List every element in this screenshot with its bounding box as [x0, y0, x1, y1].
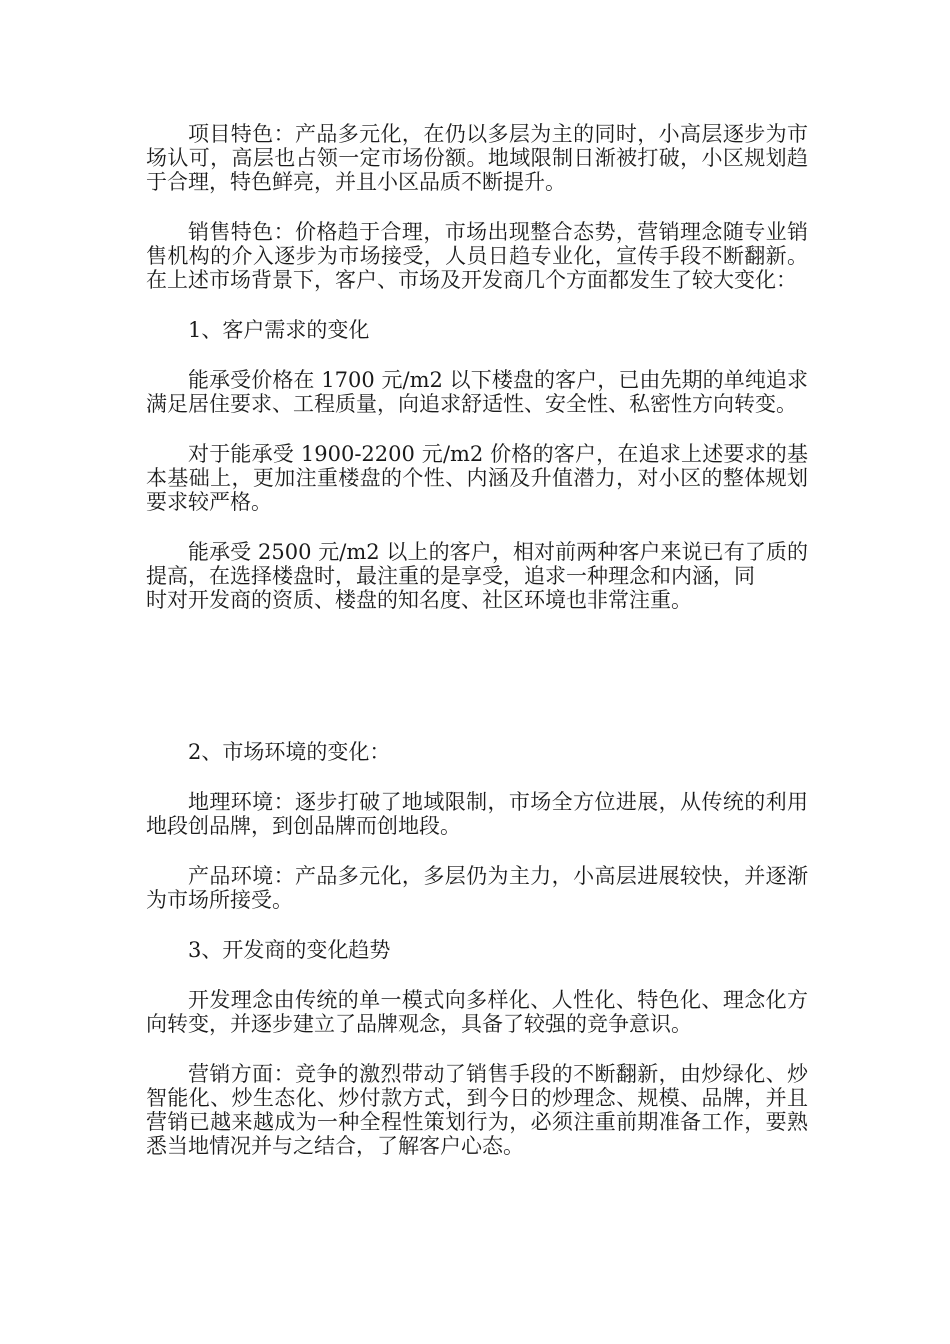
paragraph-geographic-environment: 地理环境：逐步打破了地域限制，市场全方位进展，从传统的利用地段创品牌，到创品牌而创地段。 [146, 790, 808, 838]
document-page [146, 122, 808, 1184]
paragraph-marketing: 营销方面：竞争的激烈带动了销售手段的不断翻新，由炒绿化、炒智能化、炒生态化、炒付款方式，到今日的炒理念、规模、品牌，并且营销已越来越成为一种全程性策划行为，必须注重前期准备工作，要熟悉当地情况并与之结合，了解客户心态。 [146, 1062, 808, 1158]
paragraph-customer-1900-2200: 对于能承受 1900-2200 元/m2 价格的客户，在追求上述要求的基本基础上，更加注重楼盘的个性、内涵及升值潜力，对小区的整体规划要求较严格。 [146, 442, 808, 514]
paragraph-customer-2500: 能承受 2500 元/m2 以上的客户，相对前两种客户来说已有了质的提高，在选择楼盘时，最注重的是享受，追求一种理念和内涵，同 [146, 540, 808, 588]
paragraph-product-environment: 产品环境：产品多元化，多层仍为主力，小高层进展较快，并逐渐为市场所接受。 [146, 864, 808, 912]
page-gap [146, 638, 808, 740]
paragraph-development-concept: 开发理念由传统的单一模式向多样化、人性化、特色化、理念化方向转变，并逐步建立了品牌观念，具备了较强的竞争意识。 [146, 988, 808, 1036]
paragraph-project-features: 项目特色：产品多元化，在仍以多层为主的同时，小高层逐步为市场认可，高层也占领一定市场份额。地域限制日渐被打破，小区规划趋于合理，特色鲜亮，并且小区品质不断提升。 [146, 122, 808, 194]
paragraph-sales-features: 销售特色：价格趋于合理，市场出现整合态势，营销理念随专业销售机构的介入逐步为市场接受，人员日趋专业化，宣传手段不断翻新。在上述市场背景下，客户、市场及开发商几个方面都发生了较大变化： [146, 220, 808, 292]
paragraph-customer-2500-continued: 时对开发商的资质、楼盘的知名度、社区环境也非常注重。 [146, 588, 692, 612]
heading-customer-demand: 1、客户需求的变化 [188, 318, 370, 342]
heading-market-environment: 2、市场环境的变化： [188, 740, 391, 764]
heading-developer-trend: 3、开发商的变化趋势 [188, 938, 391, 962]
paragraph-customer-1700: 能承受价格在 1700 元/m2 以下楼盘的客户，已由先期的单纯追求满足居住要求、工程质量，向追求舒适性、安全性、私密性方向转变。 [146, 368, 808, 416]
